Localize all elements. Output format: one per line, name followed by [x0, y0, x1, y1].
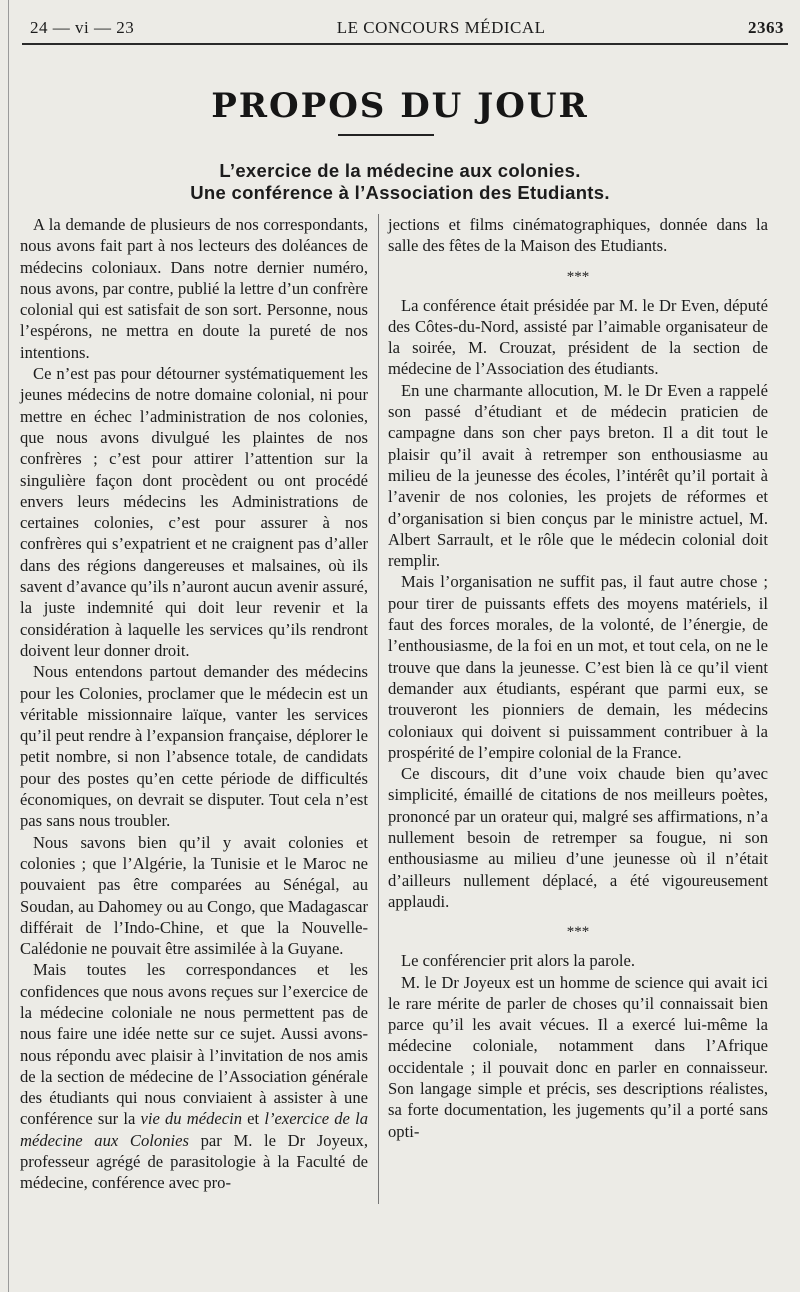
header-page-number: 2363 [748, 18, 784, 37]
article-subtitle [0, 160, 800, 204]
italic-text: l’exercice de la médecine aux Colonies [20, 1109, 368, 1150]
paragraph: La conférence était présidée par M. le Dr Even, député des Côtes-du-Nord, assisté par l’aimable organisateur de la soirée, M. Crouzat, président de la section de médecine de l’Association des étudiants. [388, 295, 768, 379]
paragraph: Ce discours, dit d’une voix chaude bien qu’avec simplicité, émaillé de citations de nos meilleurs poètes, prononcé par un orateur qui, malgré ses affirmations, n’a nullement besoin de retremper sa fougue, ni son enthousiasme au milieu d’une jeunesse où il n’était d’ailleurs nullement déplacé, a été vigoureusement applaudi. [388, 764, 768, 911]
header-journal-title: LE CONCOURS MÉDICAL [336, 18, 546, 37]
column-divider [378, 214, 379, 1204]
left-column [20, 214, 368, 1194]
section-title: PROPOS DU JOUR [211, 86, 589, 126]
paragraph [20, 959, 368, 1193]
header-rule [22, 43, 788, 45]
paragraph: M. le Dr Joyeux est un homme de science qui avait ici le rare mérite de parler de choses qu’il connaissait bien parce qu’il les avait vécues. Il a exercé lui-même la médecine coloniale, notamment dans l’Afrique occidentale ; il pouvait donc en parler en connaisseur. Son langage simple et précis, ses descriptions réalistes, sa forte documentation, les jugements qu’il a porté sans opti- [388, 972, 768, 1141]
subtitle-line-2: Une conférence à l’Association des Etudiants. [190, 182, 610, 203]
section-separator [388, 257, 768, 295]
paragraph-text: et [242, 1109, 265, 1129]
paragraph-text: Mais toutes les correspondances et les confidences que nous avons reçues sur l’exercice de la médecine coloniale ne nous permettent pas de nous faire une idée nette sur ce sujet. Aussi avons-nous répondu avec plaisir à l’invitation de nos amis de la section de médecine de l’Association générale des étudiants qui nous conviaient à assister à une conférence sur la [20, 960, 368, 1129]
running-header [30, 18, 784, 42]
paragraph-text: par M. le Dr Joyeux, professeur agrégé de parasitologie à la Faculté de médecine, conférence avec pro- [20, 1130, 368, 1193]
subtitle-line-1: L’exercice de la médecine aux colonies. [219, 160, 581, 181]
paragraph: Le conférencier prit alors la parole. [401, 951, 636, 971]
section-separator [388, 912, 768, 950]
paragraph: Ce n’est pas pour détourner systématiquement les jeunes médecins de notre domaine colonial, ni pour mettre en échec l’administration de nos colonies, que nous avons divulgué les plaintes de nos confrères ; c’est pour attirer l’attention sur la singulière façon dont procèdent ou ont procédé envers leurs médecins les Administrations de certaines colonies, c’est pour assurer à nos confrères qui s’expatrient et ne craignent pas d’aller dans des régions dangereuses et malsaines, où ils savent d’avance qu’ils n’auront aucun avenir assuré, la juste indemnité qui doit leur revenir et la considération à laquelle les services qu’ils rendront doivent leur donner droit. [20, 364, 368, 660]
paragraph: En une charmante allocution, M. le Dr Even a rappelé son passé d’étudiant et de médecin praticien de campagne dans son cher pays breton. Il a dit tout le plaisir qu’il avait à retremper son enthousiasme au milieu de la jeunesse des écoles, l’intérêt qu’il portait à l’avenir de nos colonies, les projets de réformes et d’organisation si bien conçus par le ministre actuel, M. Albert Sarrault, et le rôle que le médecin colonial doit remplir. [388, 380, 768, 571]
paragraph: Mais l’organisation ne suffit pas, il faut autre chose ; pour tirer de puissants effets des moyens matériels, il faut des forces morales, de la volonté, de l’énergie, de l’enthousiasme, de la foi en un mot, et tout cela, on ne le trouve que dans la jeunesse. C’est bien là ce qu’il vient demander aux étudiants, espérant que parmi eux, se trouveront les pionniers de demain, les médecins coloniaux qui doivent si puissamment contribuer à la prospérité de l’empire colonial de la France. [388, 572, 768, 762]
paragraph: A la demande de plusieurs de nos correspondants, nous avons fait part à nos lecteurs des doléances de médecins coloniaux. Dans notre dernier numéro, nous avons, par contre, publié la lettre d’un confrère colonial qui est satisfait de son sort. Personne, nous l’espérons, ne mettra en doute la pureté de nos intentions. [20, 215, 368, 362]
title-rule [338, 134, 434, 136]
italic-text: vie du médecin [140, 1109, 243, 1129]
header-date: 24 — vi — 23 [30, 18, 135, 37]
paragraph: Nous entendons partout demander des médecins pour les Colonies, proclamer que le médecin est un véritable missionnaire laïque, vanter les services qu’il peut rendre à l’expansion française, déplorer le petit nombre, si non l’absence totale, de candidats pour des postes qu’en cette période de difficultés économiques, on devrait se disputer. Tout cela n’est pas sans nous troubler. [20, 662, 368, 831]
separator-stars: *** [566, 268, 590, 285]
paragraph: Nous savons bien qu’il y avait colonies et colonies ; que l’Algérie, la Tunisie et le Maroc ne pouvaient pas être comparées au Sénégal, au Soudan, au Dahomey ou au Congo, que Madagascar différait de l’Indo-Chine, et que la Nouvelle-Calédonie ne pouvait être assimilée à la Guyane. [20, 832, 368, 959]
right-column [388, 214, 768, 1142]
paragraph: jections et films cinématographiques, donnée dans la salle des fêtes de la Maison des Etudiants. [388, 215, 768, 256]
separator-stars: *** [566, 924, 590, 941]
